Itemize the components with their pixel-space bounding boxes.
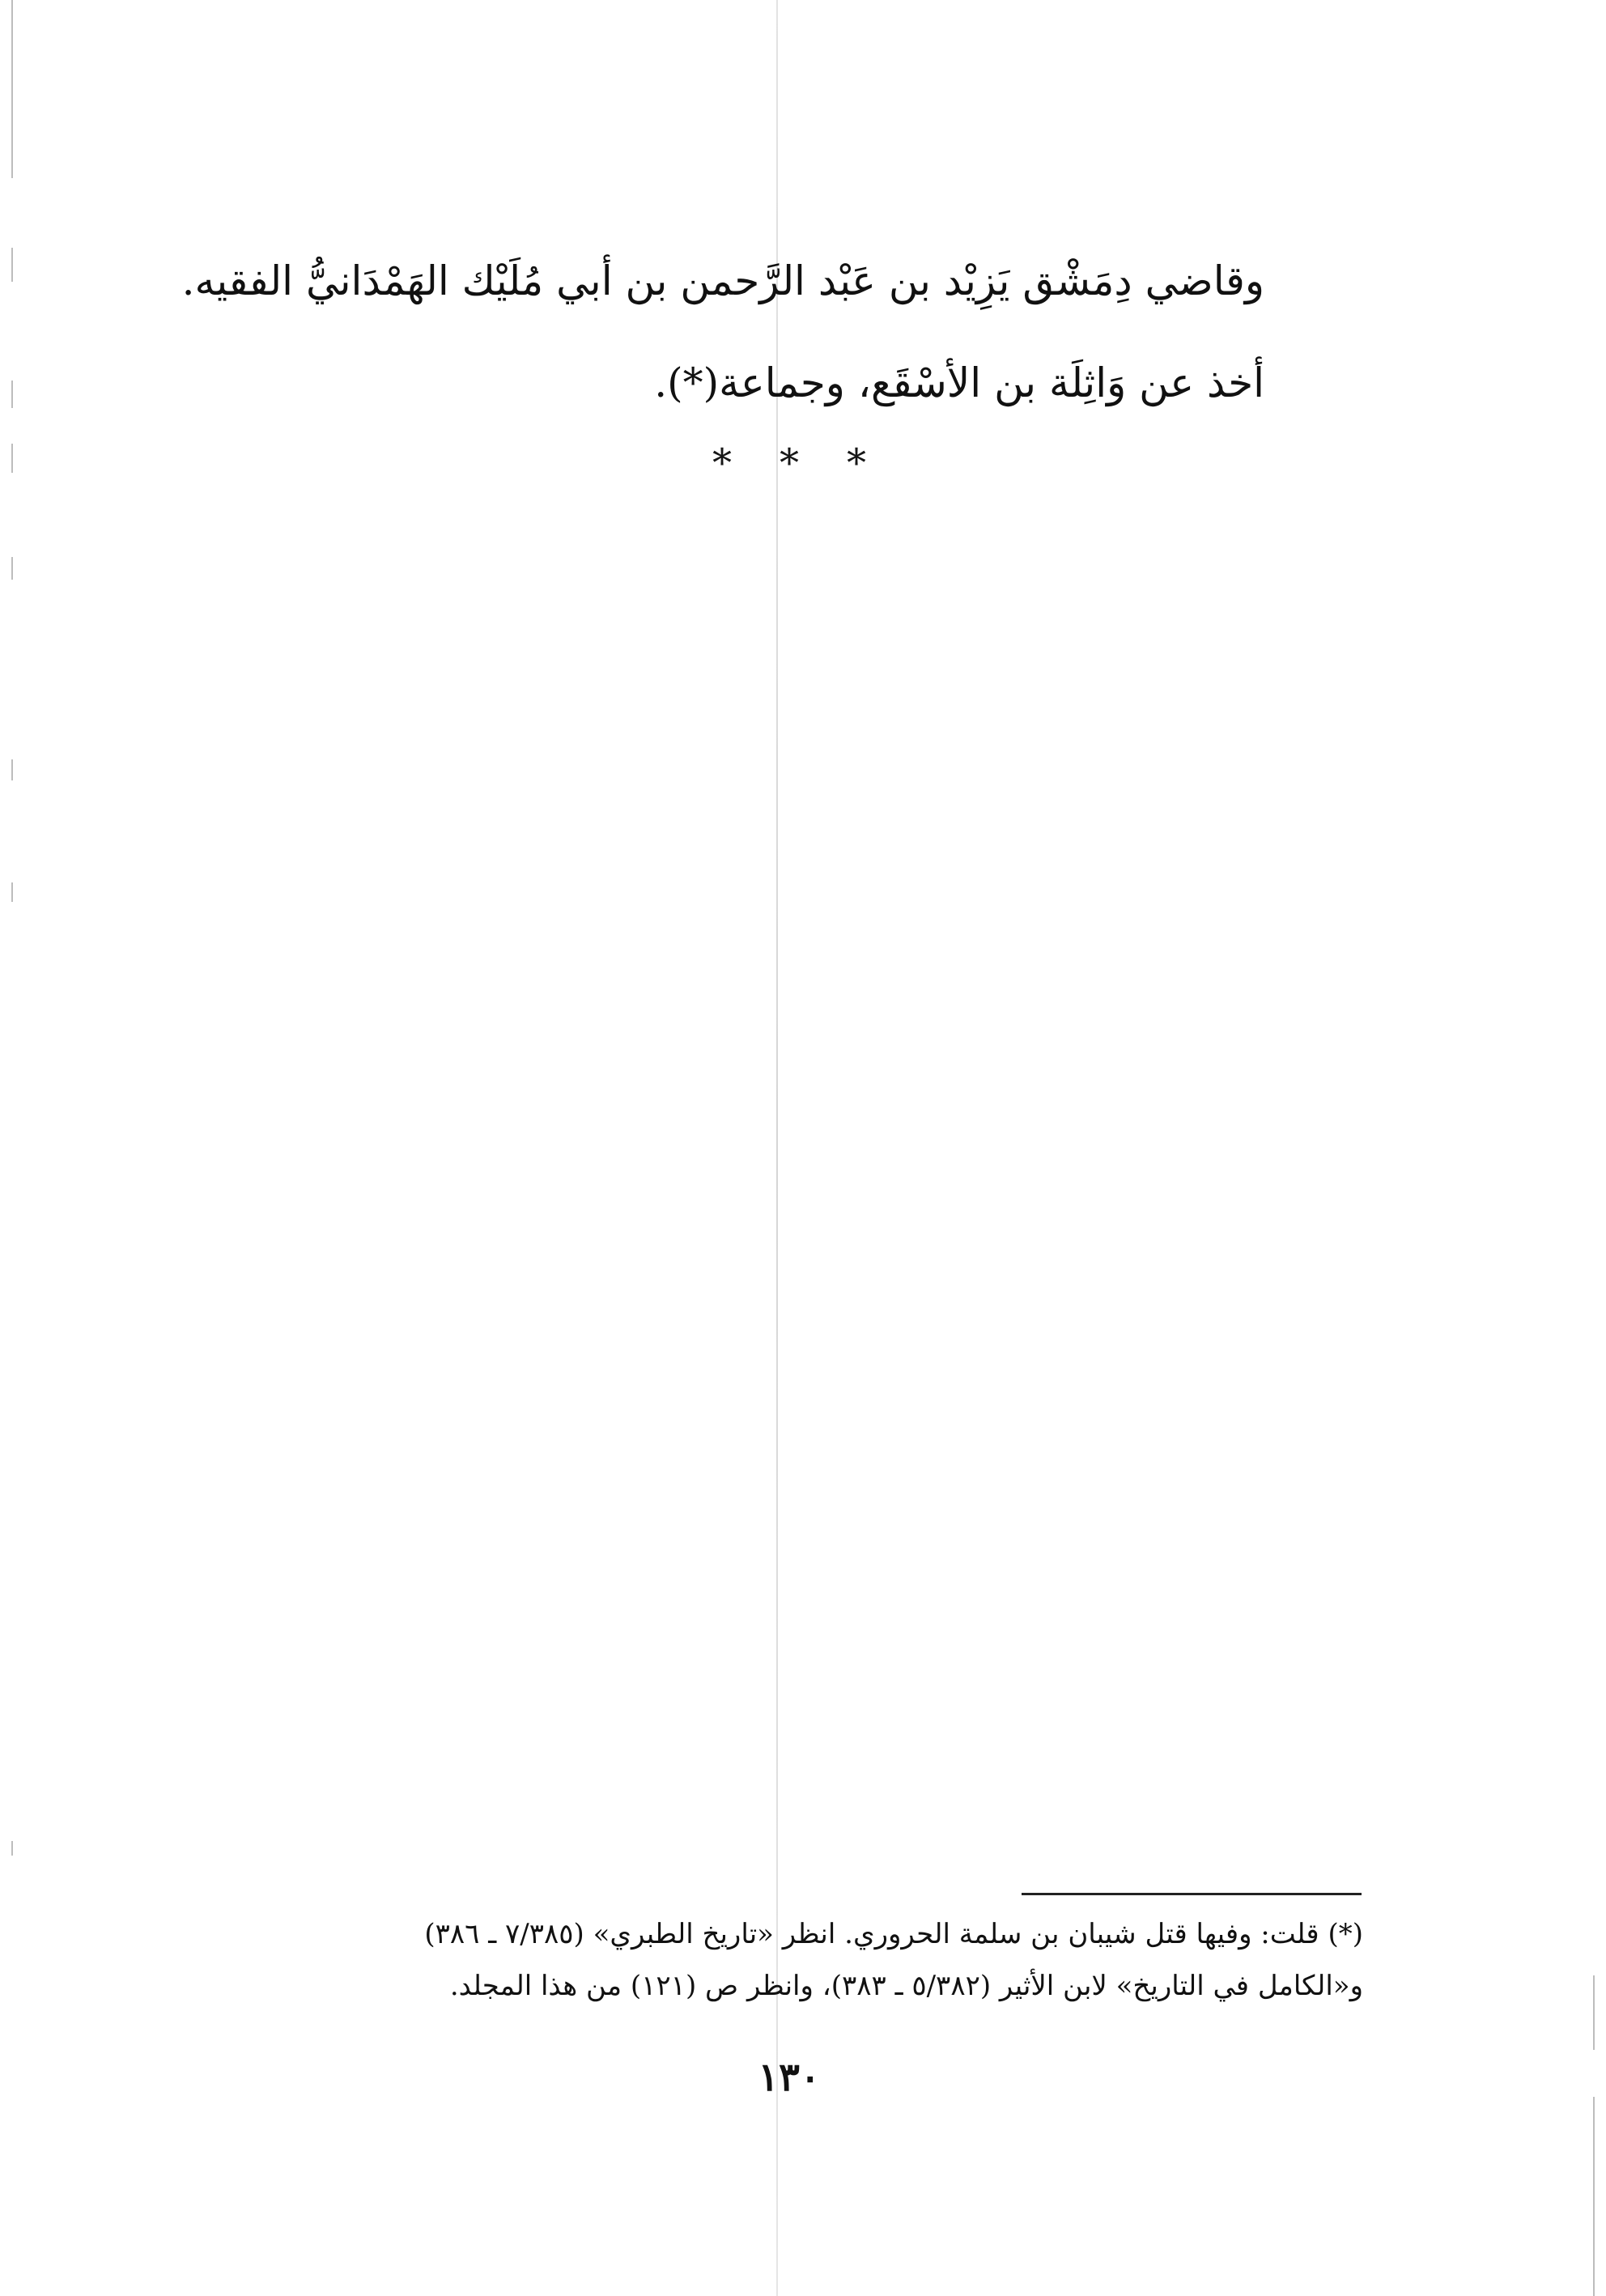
section-separator xyxy=(712,440,866,486)
right-scan-edge-2 xyxy=(1593,2097,1595,2296)
footnote-line-1: (*) قلت: وفيها قتل شيبان بن سلمة الحروري. انظر «تاريخ الطبري» (٧/٣٨٥ ـ ٣٨٦) xyxy=(424,1918,1363,1950)
left-scan-edge-1 xyxy=(11,0,13,178)
page-number: ١٣٠ xyxy=(758,2055,821,2100)
separator-asterisk-3: * xyxy=(847,440,866,486)
footnote-rule xyxy=(1022,1893,1362,1895)
left-scan-edge-7 xyxy=(11,882,13,902)
right-scan-edge-1 xyxy=(1593,1975,1595,2050)
separator-asterisk-1: * xyxy=(712,440,732,486)
left-scan-edge-3 xyxy=(11,381,13,408)
center-fold-line xyxy=(776,0,778,2296)
separator-asterisk-2: * xyxy=(780,440,799,486)
body-text-line-2: أخذ عن وَاثِلَة بن الأسْقَع، وجماعة(*). xyxy=(654,359,1264,406)
left-scan-edge-8 xyxy=(11,1841,13,1856)
footnote-line-2: و«الكامل في التاريخ» لابن الأثير (٥/٣٨٢ ـ ٣٨٣)، وانظر ص (١٢١) من هذا المجلد. xyxy=(449,1970,1363,2002)
left-scan-edge-4 xyxy=(11,444,13,473)
left-scan-edge-6 xyxy=(11,759,13,780)
left-scan-edge-5 xyxy=(11,557,13,580)
body-text-line-1: وقاضي دِمَشْق يَزِيْد بن عَبْد الرَّحمن بن أبي مُلَيْك الهَمْدَانيُّ الفقيه. xyxy=(181,257,1264,304)
left-scan-edge-2 xyxy=(11,248,13,282)
